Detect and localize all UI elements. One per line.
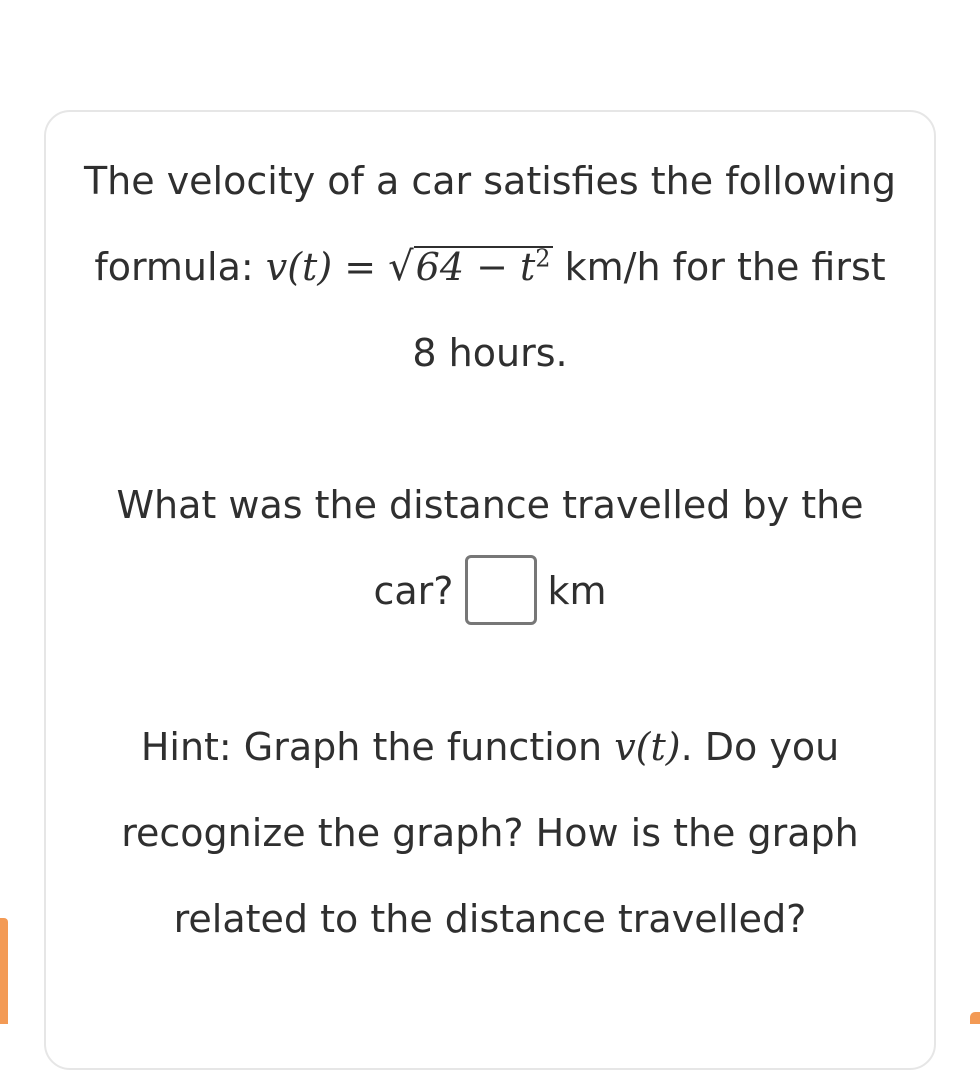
right-edge-accent	[970, 1012, 980, 1024]
answer-input-box[interactable]	[465, 555, 537, 625]
hint-math: v(t)	[614, 725, 681, 769]
question-text	[46, 138, 934, 396]
radical-sign-icon: √	[388, 244, 414, 290]
left-edge-accent	[0, 918, 8, 1024]
hint-line-1	[46, 704, 934, 790]
formula-suffix: km/h for the first	[552, 245, 886, 289]
radicand-exponent: 2	[535, 244, 551, 273]
prompt-unit: km	[547, 569, 607, 613]
question-line-2	[46, 224, 934, 310]
hint-line-3: related to the distance travelled?	[173, 897, 807, 941]
radicand-text: 64 − t	[415, 245, 536, 289]
question-line-3: 8 hours.	[412, 331, 568, 375]
prompt-before-box: car?	[373, 569, 454, 613]
hint-prefix: Hint: Graph the function	[140, 725, 615, 769]
hint-text	[46, 704, 934, 962]
formula-prefix: formula:	[94, 245, 266, 289]
question-card	[44, 110, 936, 1070]
prompt-line-1: What was the distance travelled by the	[116, 483, 864, 527]
prompt-line-2	[46, 548, 934, 634]
sqrt-radicand	[414, 244, 553, 289]
sqrt-expression	[388, 224, 552, 310]
formula-lhs: v(t)	[265, 245, 333, 289]
hint-line-2: recognize the graph? How is the graph	[121, 811, 859, 855]
question-line-1: The velocity of a car satisfies the following	[83, 159, 897, 203]
formula-equals: =	[344, 245, 377, 289]
hint-suffix: . Do you	[680, 725, 840, 769]
prompt-text	[46, 462, 934, 634]
